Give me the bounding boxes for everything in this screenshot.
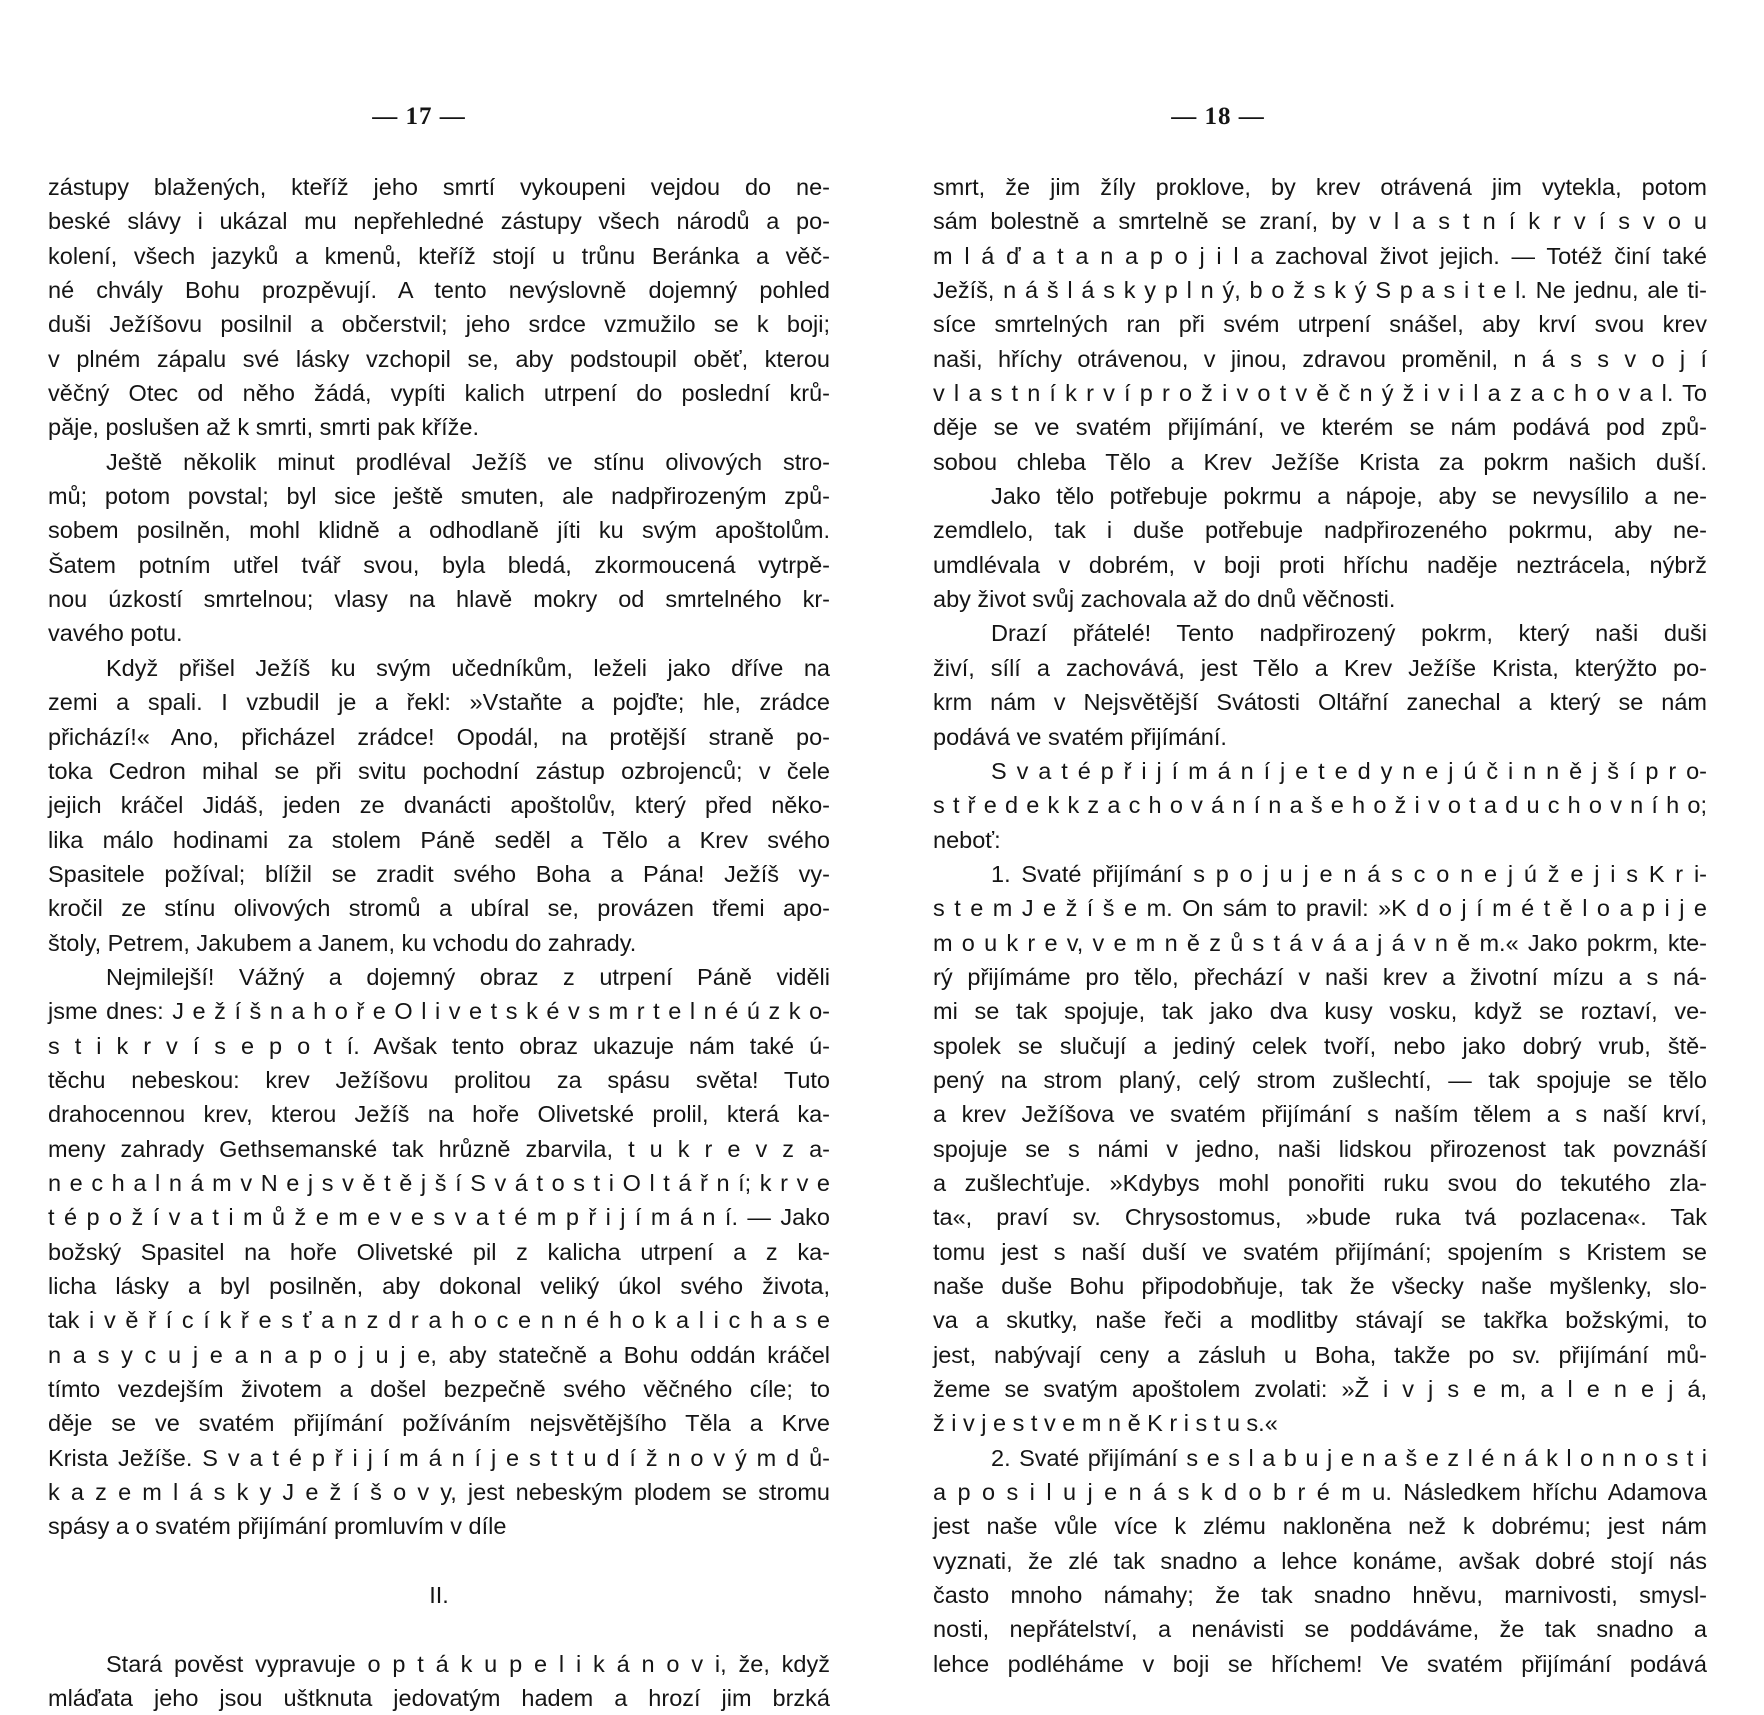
text-line: živí, sílí a zachovává, jest Tělo a Krev Ježíše Krista, kterýžto po- [933, 654, 1707, 681]
text-line: zástupy blažených, kteříž jeho smrtí vykoupeni vejdou do ne- [48, 174, 830, 200]
text-line: Ještě několik minut prodléval Ježíš ve stínu olivových stro- [106, 448, 830, 475]
text-line: Stará pověst vypravuje o p t á k u p e l i k á n o v i, že, když [106, 1650, 830, 1677]
text-line: s t i k r v í s e p o t í. Avšak tento obraz ukazuje nám také ú- [48, 1032, 830, 1059]
text-line: t é p o ž í v a t i m ů ž e m e v e s v a t é m p ř i j í m á n í. — Jako [48, 1204, 830, 1231]
text-line: m o u k r e v, v e m n ě z ů s t á v á a j á v n ě m.« Jako pokrm, kte- [933, 929, 1707, 956]
text-line: děje se ve svatém přijímání požíváním nejsvětějšího Těla a Krve [48, 1410, 830, 1437]
text-line: Šatem potním utřel tvář svou, byla bledá, zkormoucená vytrpě- [48, 551, 830, 578]
text-line: Spasitele požíval; blížil se zradit svého Boha a Pána! Ježíš vy- [48, 860, 830, 887]
text-line: spolek se slučují a jediný celek tvoří, nebo jako dobrý vrub, ště- [933, 1032, 1707, 1059]
text-line: ž i v j e s t v e m n ě K r i s t u s.« [933, 1410, 1278, 1437]
text-line: vyznati, že zlé tak snadno a lehce konáme, avšak dobré stojí nás [933, 1547, 1707, 1574]
text-line: podává ve svatém přijímání. [933, 723, 1227, 750]
text-line: 2. Svaté přijímání s e s l a b u j e n a š e z l é n á k l o n n o s t i [991, 1444, 1707, 1471]
text-line: zemi a spali. I vzbudil je a řekl: »Vstaňte a pojďte; hle, zrádce [48, 689, 830, 716]
text-line: sobem posilněn, mohl klidně a odhodlaně jíti ku svým apoštolům. [48, 517, 830, 544]
text-line: věčný Otec od něho žádá, vypíti kalich utrpení do poslední krů- [48, 380, 830, 407]
text-line: krm nám v Nejsvětější Svátosti Oltářní zanechal a který se nám [933, 689, 1707, 716]
text-line: păje, poslušen až k smrti, smrti pak kříže. [48, 414, 479, 441]
text-line: duši Ježíšovu posilnil a občerstvil; jeho srdce vzmužilo se k boji; [48, 311, 830, 338]
text-line: s t e m J e ž í š e m. On sám to pravil: »K d o j í m é t ě l o a p i j e [933, 895, 1707, 922]
text-line: n e c h a l n á m v N e j s v ě t ě j š í S v á t o s t i O l t á ř n í; k r v e [48, 1169, 830, 1196]
text-line: toka Cedron mihal se při svitu pochodní zástup ozbrojenců; v čele [48, 757, 830, 784]
text-line: n a s y c u j e a n a p o j u j e, aby statečně a Bohu oddán kráčel [48, 1341, 830, 1368]
text-line: a krev Ježíšova ve svatém přijímání s naším tělem a s naší krví, [933, 1101, 1707, 1128]
text-line: kolení, všech jazyků a kmenů, kteříž stojí u trůnu Beránka a věč- [48, 242, 830, 269]
page-text [933, 170, 1707, 1681]
text-line: pený na strom planý, celý strom zušlechtí, — tak spojuje se tělo [933, 1066, 1707, 1093]
text-line: jsme dnes: J e ž í š n a h o ř e O l i v e t s k é v s m r t e l n é ú z k o- [48, 998, 830, 1025]
left-page [0, 0, 830, 1712]
text-line: mů; potom povstal; byl sice ještě smuten, ale nadpřirozeným způ- [48, 483, 830, 510]
text-line: licha lásky a byl posilněn, aby dokonal veliký úkol svého života, [48, 1273, 830, 1299]
text-line: spojuje se s námi v jedno, naši lidskou přirozenost tak povznáší [933, 1135, 1707, 1162]
text-line: často mnoho námahy; že tak snadno hněvu, marnivosti, smysl- [933, 1582, 1707, 1609]
text-line: lehce podléháme v boji se hříchem! Ve svatém přijímání podává [933, 1650, 1707, 1677]
text-line: božský Spasitel na hoře Olivetské pil z kalicha utrpení a z ka- [48, 1238, 830, 1265]
page-number: — 17 — [372, 103, 466, 130]
text-line: nou úzkostí smrtelnou; vlasy na hlavě mokry od smrtelného kr- [48, 586, 830, 613]
text-line: mi se tak spojuje, tak jako dva kusy vosku, když se roztaví, ve- [933, 998, 1707, 1025]
text-line: naše duše Bohu připodobňuje, tak že všecky naše myšlenky, slo- [933, 1273, 1707, 1299]
text-line: sobou chleba Tělo a Krev Ježíše Krista za pokrm našich duší. [933, 448, 1707, 475]
text-line: zemdlelo, tak i duše potřebuje nadpřirozeného pokrmu, aby ne- [933, 517, 1707, 544]
text-line: meny zahrady Gethsemanské tak hrůzně zbarvila, t u k r e v z a- [48, 1135, 830, 1162]
text-line: s t ř e d e k k z a c h o v á n í n a š e h o ž i v o t a d u c h o v n í h o; [933, 792, 1707, 819]
right-page [918, 0, 1718, 1677]
text-line: těchu nebeskou: krev Ježíšovu prolitou za spásu světa! Tuto [48, 1066, 830, 1093]
text-line: Když přišel Ježíš ku svým učedníkům, leželi jako dříve na [106, 654, 830, 681]
text-line: lika málo hodinami za stolem Páně seděl a Tělo a Krev svého [48, 826, 830, 853]
text-line: S v a t é p ř i j í m á n í j e t e d y n e j ú č i n n ě j š í p r o- [991, 757, 1707, 784]
text-line: ta«, praví sv. Chrysostomus, »bude ruka tvá pozlacena«. Tak [933, 1204, 1707, 1231]
spacer [48, 1544, 830, 1578]
text-line: aby život svůj zachovala až do dnů věčnosti. [933, 586, 1396, 613]
text-line: Jako tělo potřebuje pokrmu a nápoje, aby se nevysílilo a ne- [991, 483, 1707, 510]
page-number: — 18 — [1171, 103, 1265, 130]
text-line: né chvály Bohu prozpěvují. A tento nevýslovně dojemný pohled [48, 277, 830, 304]
spacer [48, 1612, 830, 1646]
page-text [48, 170, 830, 1715]
text-line: sám bolestně a smrtelně se zraní, by v l a s t n í k r v í s v o u [933, 208, 1707, 235]
text-line: va a skutky, naše řeči a modlitby stávají se takřka božskými, to [933, 1307, 1707, 1334]
text-line: přichází!« Ano, přicházel zrádce! Opodál, na protější straně po- [48, 723, 830, 750]
text-line: vavého potu. [48, 620, 183, 647]
text-line: beské slávy i ukázal mu nepřehledné zástupy všech národů a po- [48, 208, 830, 235]
text-line: tímto vezdejším životem a došel bezpečně svého věčného cíle; to [48, 1376, 830, 1403]
text-line: tomu jest s naší duší ve svatém přijímání; spojením s Kristem se [933, 1238, 1707, 1265]
text-line: drahocennou krev, kterou Ježíš na hoře Olivetské prolil, která ka- [48, 1101, 830, 1128]
text-line: v l a s t n í k r v í p r o ž i v o t v ě č n ý ž i v i l a z a c h o v a l. To [933, 380, 1707, 407]
text-line: m l á ď a t a n a p o j i l a zachoval život jejich. — Totéž činí také [933, 242, 1707, 269]
text-line: Nejmilejší! Vážný a dojemný obraz z utrpení Páně viděli [106, 963, 830, 990]
text-line: umdlévala v dobrém, v boji proti hříchu naděje neztrácela, nýbrž [933, 551, 1707, 578]
text-line: v plném zápalu své lásky vzchopil se, aby podstoupil oběť, kterou [48, 345, 830, 372]
text-line: Ježíš, n á š l á s k y p l n ý, b o ž s k ý S p a s i t e l. Ne jednu, ale ti- [933, 277, 1707, 304]
text-line: nosti, nepřátelství, a nenávisti se poddáváme, že tak snadno a [933, 1616, 1707, 1643]
text-line: neboť: [933, 826, 1001, 853]
text-line: jejich kráčel Jidáš, jeden ze dvanácti apoštolův, který před něko- [48, 792, 830, 819]
text-line: Krista Ježíše. S v a t é p ř i j í m á n í j e s t t u d í ž n o v ý m d ů- [48, 1444, 830, 1471]
text-line: a p o s i l u j e n á s k d o b r é m u. Následkem hříchu Adamova [933, 1479, 1707, 1506]
text-line: 1. Svaté přijímání s p o j u j e n á s c o n e j ú ž e j i s K r i- [991, 860, 1707, 887]
text-line: naši, hříchy otrávenou, v jinou, zdravou proměnil, n á s s v o j í [933, 345, 1707, 372]
text-line: síce smrtelných ran při svém utrpení snášel, aby krví svou krev [933, 311, 1707, 338]
text-line: rý přijímáme pro tělo, přechází v naši krev a životní mízu a s ná- [933, 963, 1707, 990]
text-line: jest naše vůle více k zlému nakloněna než k dobrému; jest nám [933, 1513, 1707, 1540]
section-heading: II. [429, 1582, 449, 1609]
text-line: a zušlechťuje. »Kdybys mohl ponořiti ruku svou do tekutého zla- [933, 1169, 1707, 1196]
text-line: žeme se svatým apoštolem zvolati: »Ž i v j s e m, a l e n e j á, [933, 1376, 1707, 1403]
text-line: jest, nabývají ceny a zásluh u Boha, takže po sv. přijímání mů- [933, 1341, 1707, 1368]
text-line: smrt, že jim žíly proklove, by krev otrávená jim vytekla, potom [933, 174, 1707, 200]
text-line: k a z e m l á s k y J e ž í š o v y, jest nebeským plodem se stromu [48, 1479, 830, 1506]
text-line: kročil ze stínu olivových stromů a ubíral se, provázen třemi apo- [48, 895, 830, 922]
text-line: spásy a o svatém přijímání promluvím v díle [48, 1513, 507, 1540]
text-line: Drazí přátelé! Tento nadpřirozený pokrm, který naši duši [991, 620, 1707, 647]
text-line: tak i v ě ř í c í k ř e s ť a n z d r a h o c e n n é h o k a l i c h a s e [48, 1307, 830, 1334]
text-line: mláďata jeho jsou uštknuta jedovatým hadem a hrozí jim brzká [48, 1685, 830, 1712]
text-line: děje se ve svatém přijímání, ve kterém se nám podává pod způ- [933, 414, 1707, 441]
text-line: štoly, Petrem, Jakubem a Janem, ku vchodu do zahrady. [48, 929, 637, 956]
